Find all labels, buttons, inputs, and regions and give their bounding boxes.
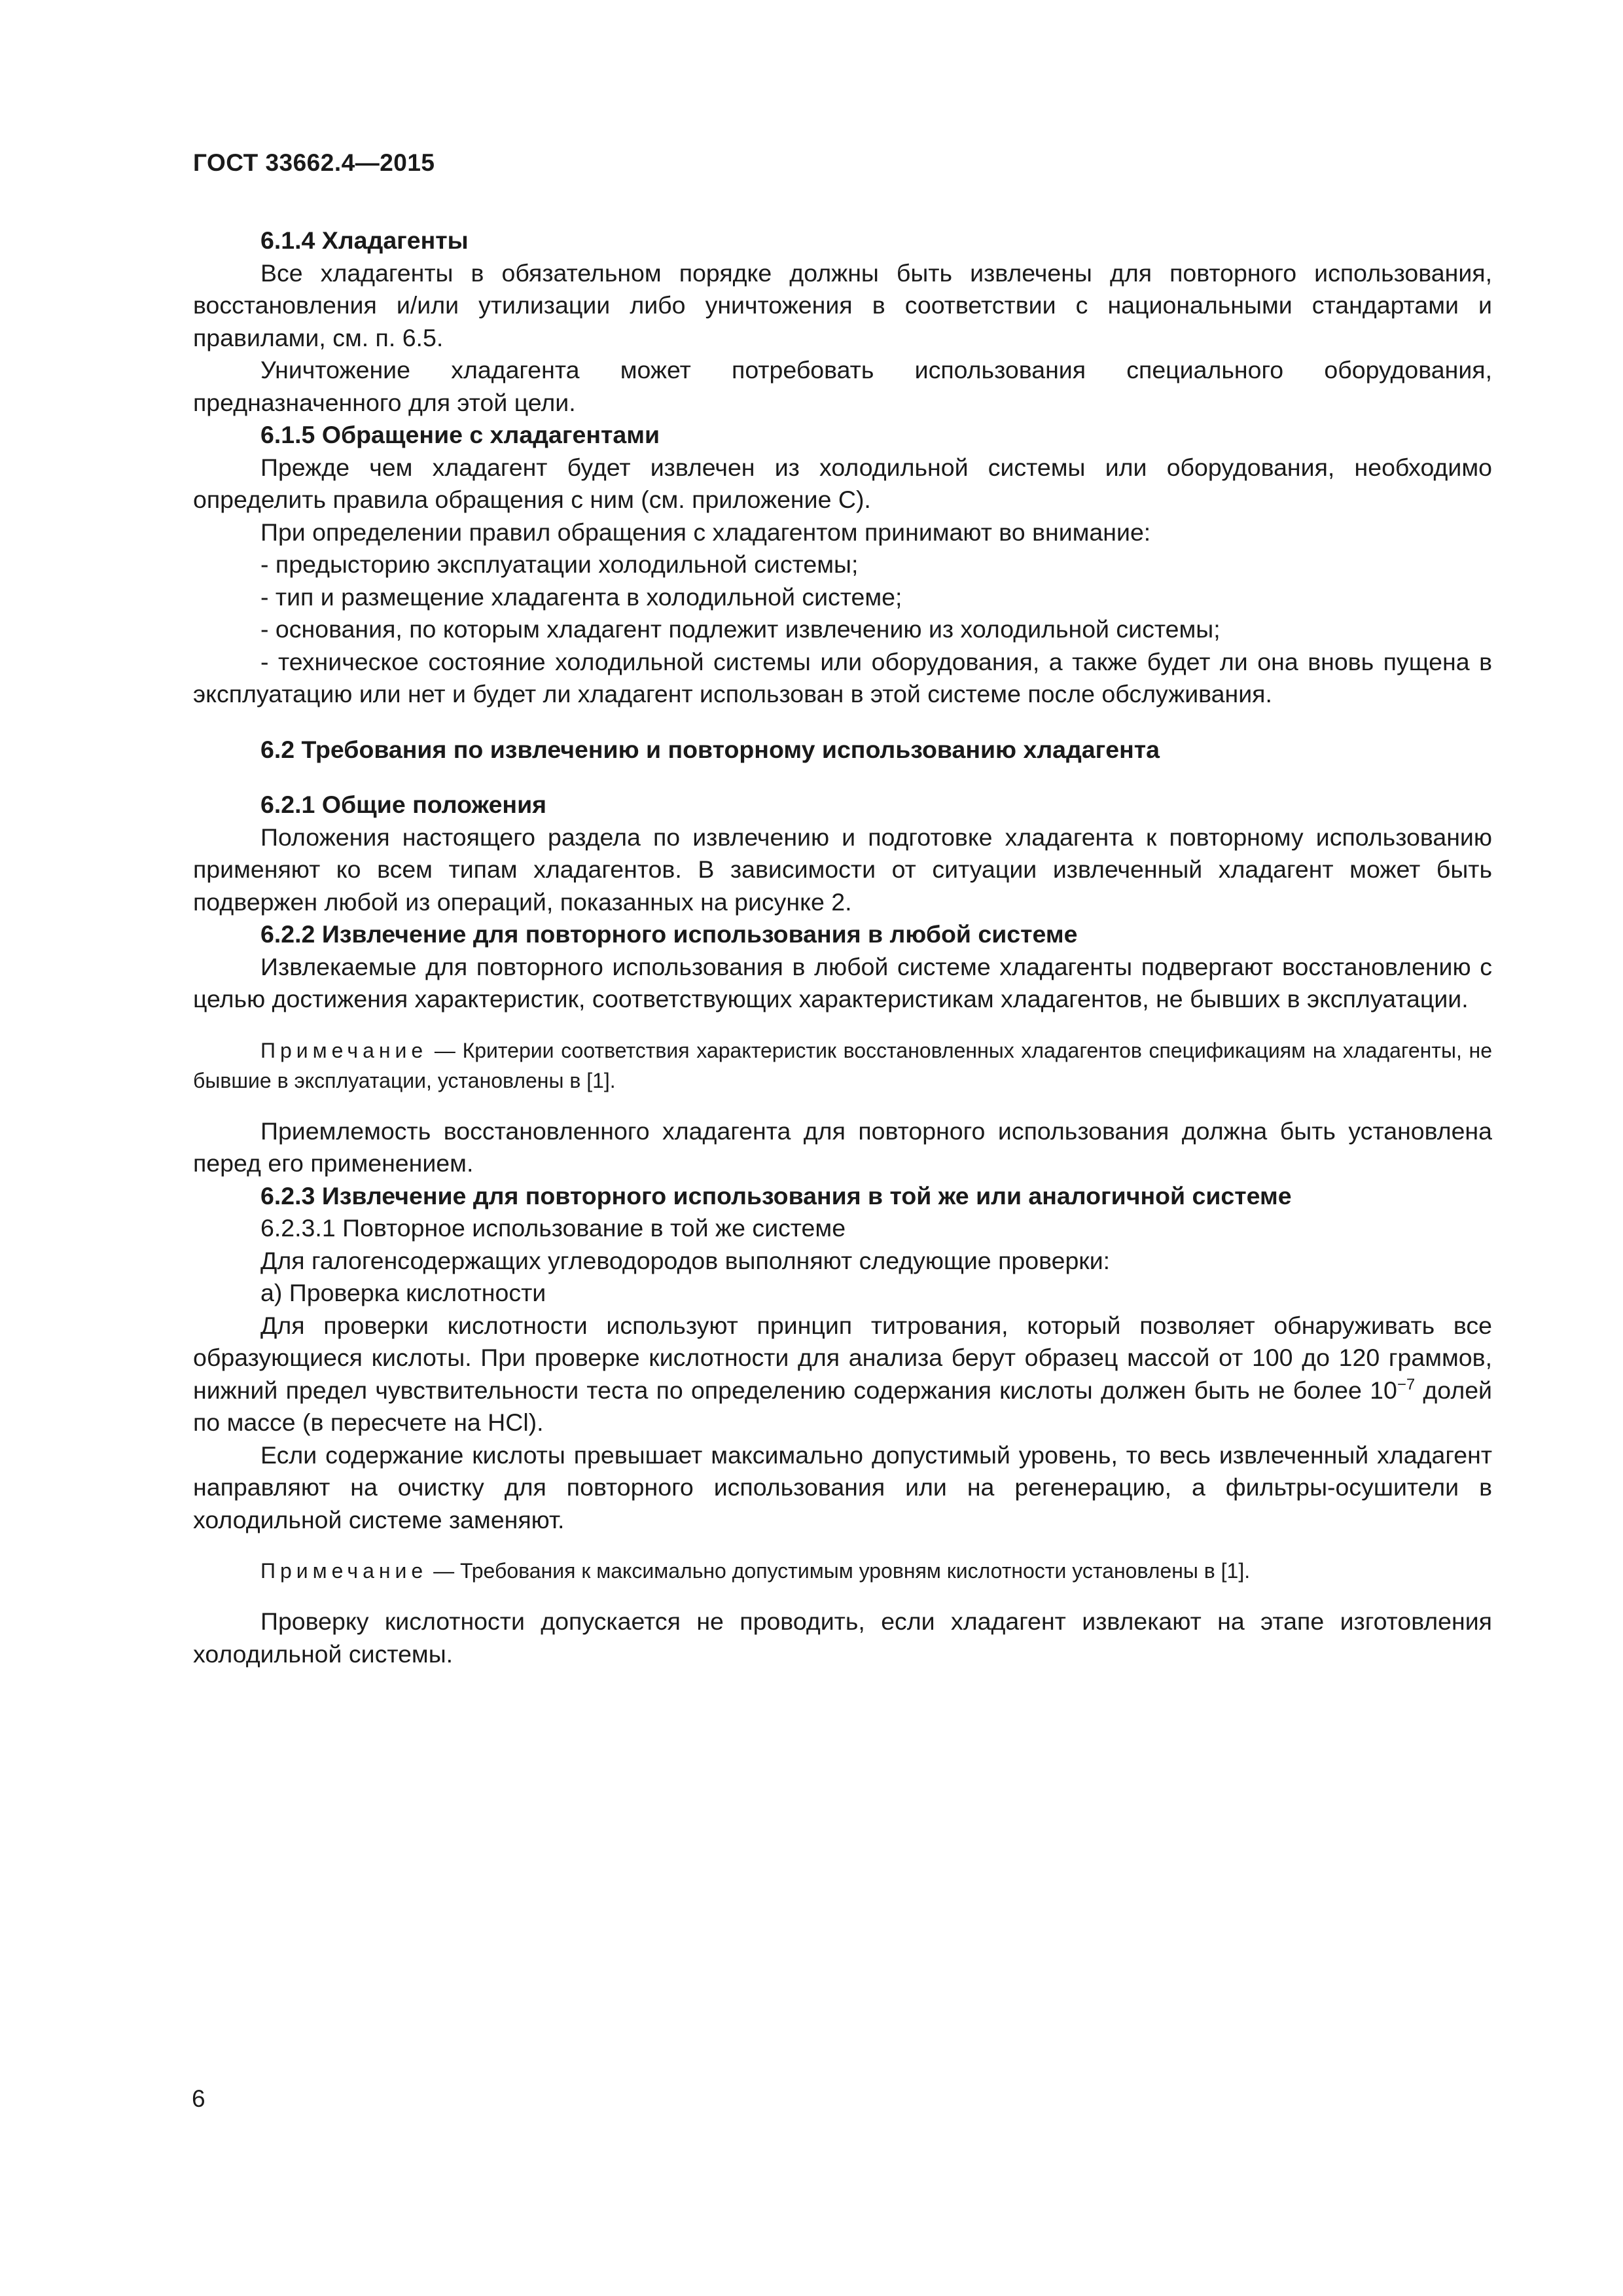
list-item: - предысторию эксплуатации холодильной системы; [260, 550, 859, 578]
paragraph: Уничтожение хладагента может потребовать использования специального оборудования, предназначенного для этой цели. [193, 356, 1492, 416]
paragraph: Для галогенсодержащих углеводородов выполняют следующие проверки: [260, 1246, 1111, 1274]
paragraph: Приемлемость восстановленного хладагента для повторного использования должна быть установлена перед его применением. [193, 1117, 1492, 1177]
note-label: Примечание [260, 1038, 428, 1062]
paragraph: При определении правил обращения с хладагентом принимают во внимание: [260, 518, 1151, 546]
heading-6-2-3: 6.2.3 Извлечение для повторного использования в той же или аналогичной системе [260, 1181, 1292, 1210]
heading-6-1-4: 6.1.4 Хладагенты [260, 226, 469, 254]
list-item: - тип и размещение хладагента в холодильной системе; [260, 583, 902, 611]
subheading-6-2-3-1: 6.2.3.1 Повторное использование в той же системе [260, 1214, 846, 1242]
note [193, 1035, 1492, 1096]
standard-header: ГОСТ 33662.4—2015 [193, 149, 435, 176]
text: долей по массе (в пересчете на HCl). [193, 1376, 1493, 1436]
note-text: — Требования к максимально допустимым уровням кислотности установлены в [1]. [427, 1559, 1251, 1583]
paragraph: Проверку кислотности допускается не проводить, если хладагент извлекают на этапе изготовления холодильной системы. [193, 1607, 1492, 1668]
page-number: 6 [192, 2085, 205, 2112]
note [193, 1556, 1492, 1586]
list-item: - техническое состояние холодильной системы или оборудования, а также будет ли она вновь пущена в эксплуатацию или нет и будет ли хладагент использован в этой системе после обслуживания. [193, 647, 1492, 708]
list-item: а) Проверка кислотности [260, 1279, 546, 1306]
note-label: Примечание [260, 1559, 428, 1583]
paragraph [193, 1310, 1492, 1439]
paragraph: Положения настоящего раздела по извлечению и подготовке хладагента к повторному использованию применяют ко всем типам хладагентов. В зависимости от ситуации извлеченный хладагент может быть подвержен любой из операций, показанных на рисунке 2. [193, 823, 1492, 916]
paragraph: Извлекаемые для повторного использования в любой системе хладагенты подвергают восстановлению с целью достижения характеристик, соответствующих характеристикам хладагентов, не бывших в эксплуатации. [193, 952, 1492, 1013]
paragraph: Прежде чем хладагент будет извлечен из холодильной системы или оборудования, необходимо определить правила обращения с ним (см. приложение С). [193, 453, 1492, 513]
heading-6-2-1: 6.2.1 Общие положения [260, 791, 547, 818]
exponent: −7 [1397, 1375, 1416, 1393]
paragraph: Если содержание кислоты превышает максимально допустимый уровень, то весь извлеченный хладагент направляют на очистку для повторного использования или на регенерацию, а фильтры-осушители в холодильной системе заменяют. [193, 1441, 1492, 1534]
heading-6-2: 6.2 Требования по извлечению и повторному использованию хладагента [260, 735, 1160, 763]
paragraph: Все хладагенты в обязательном порядке должны быть извлечены для повторного использования, восстановления и/или утилизации либо уничтожения в соответствии с национальными стандартами и правилами, см. п. 6.5. [193, 259, 1492, 351]
heading-6-2-2: 6.2.2 Извлечение для повторного использования в любой системе [260, 920, 1078, 948]
note-text: — Критерии соответствия характеристик восстановленных хладагентов спецификациям на хладагенты, не бывшие в эксплуатации, установлены в [1]. [193, 1038, 1492, 1092]
list-item: - основания, по которым хладагент подлежит извлечению из холодильной системы; [260, 615, 1221, 643]
heading-6-1-5: 6.1.5 Обращение с хладагентами [260, 421, 660, 448]
document-body [193, 224, 1492, 1670]
text: Для проверки кислотности используют принцип титрования, который позволяет обнаруживать все образующиеся кислоты. При проверке кислотности для анализа берут образец массой от 100 до 120 граммов, нижний предел чувствительности теста по определению содержания кислоты должен быть не более 10 [193, 1311, 1492, 1404]
